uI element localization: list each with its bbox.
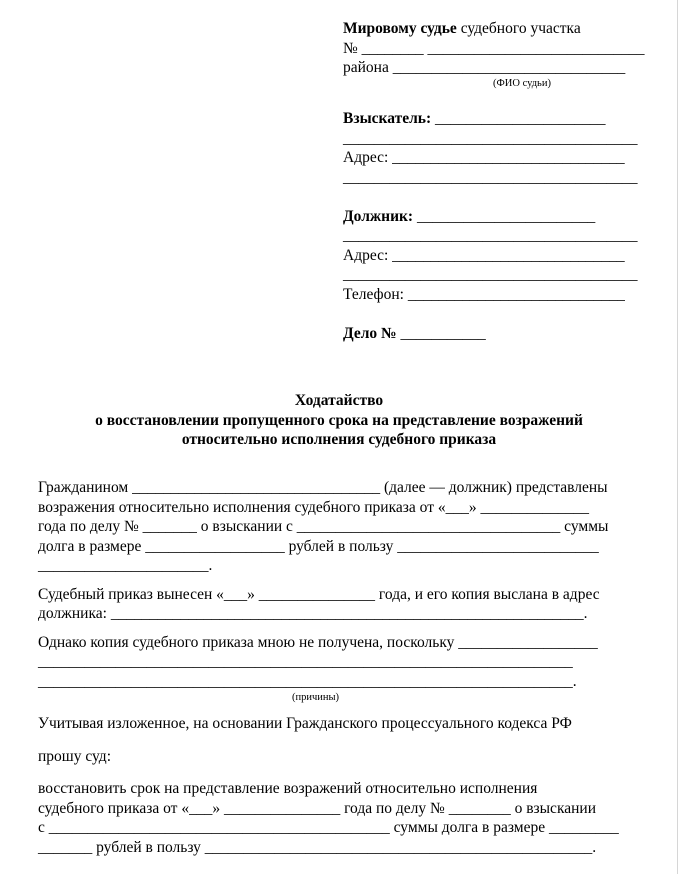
case-label: Дело № (343, 324, 397, 342)
judge-name-note: (ФИО судьи) (493, 77, 551, 89)
reasons-note: (причины) (292, 692, 340, 703)
paragraph-6-line-1: восстановить срок на представление возражений относительно исполнения (38, 780, 538, 797)
title-line-1: Ходатайство (294, 392, 384, 409)
title-line-2: о восстановлении пропущенного срока на представление возражений (95, 411, 583, 429)
paragraph-3-line-1: Однако копия судебного приказа мною не получена, поскольку __________________ (38, 633, 598, 651)
claimant-fill: ______________________ (431, 110, 606, 127)
debtor-address-continuation: ______________________________________ (343, 266, 638, 283)
debtor-label: Должник: (343, 207, 414, 225)
court-number-line: № ________ ____________________________ (343, 39, 645, 57)
claimant-continuation: ______________________________________ (343, 129, 638, 147)
paragraph-6-line-4: _______ рублей в пользу __________________________________________________. (38, 838, 597, 856)
debtor-fill: _______________________ (413, 207, 596, 225)
paragraph-2-line-2: должника: _____________________________________________________________. (38, 605, 588, 622)
debtor-line (343, 207, 655, 227)
claimant-address: Адрес: ______________________________ (343, 149, 625, 166)
document-title (0, 391, 678, 450)
district-line: района ______________________________ (343, 59, 626, 76)
judge-line (343, 19, 655, 39)
paragraph-1-line-1: Гражданином ________________________________ (далее — должник) представлены (38, 479, 608, 496)
claimant-line (343, 109, 655, 129)
paragraph-1-line-5: ______________________. (38, 557, 213, 574)
claimant-address-continuation: ______________________________________ (343, 168, 638, 186)
paragraph-1-line-4: долга в размере __________________ рублей в пользу __________________________ (38, 537, 599, 555)
judge-rest: судебного участка (456, 20, 581, 37)
judge-label: Мировому судье (343, 20, 457, 37)
paragraph-6-line-3: с ____________________________________________ суммы долга в размере _________ (38, 819, 619, 836)
paragraph-1-line-2: возражения относительно исполнения судебного приказа от «___» ______________ (38, 498, 589, 516)
debtor-address: Адрес: ______________________________ (343, 246, 625, 264)
debtor-phone: Телефон: ____________________________ (343, 285, 625, 303)
paragraph-1-line-3: года по делу № _______ о взыскании с __________________________________ суммы (38, 518, 609, 535)
paragraph-2-line-1: Судебный приказ вынесен «___» _______________ года, и его копия выслана в адрес (38, 585, 600, 603)
document-body (38, 478, 658, 857)
paragraph-3-line-3: _____________________________________________________________________. (38, 672, 577, 690)
addressee-block (343, 19, 655, 343)
case-number-line (343, 324, 655, 344)
claimant-label: Взыскатель: (343, 110, 432, 127)
paragraph-3-line-2: _____________________________________________________________________ (38, 653, 573, 670)
paragraph-4: Учитывая изложенное, на основании Гражданского процессуального кодекса РФ (38, 715, 572, 732)
debtor-continuation: ______________________________________ (343, 227, 638, 244)
paragraph-6-line-2: судебного приказа от «___» _______________ года по делу № ________ о взыскании (38, 799, 596, 817)
case-fill: ___________ (396, 324, 486, 342)
paragraph-5: прошу суд: (38, 747, 111, 765)
title-line-3: относительно исполнения судебного приказа (181, 431, 497, 448)
